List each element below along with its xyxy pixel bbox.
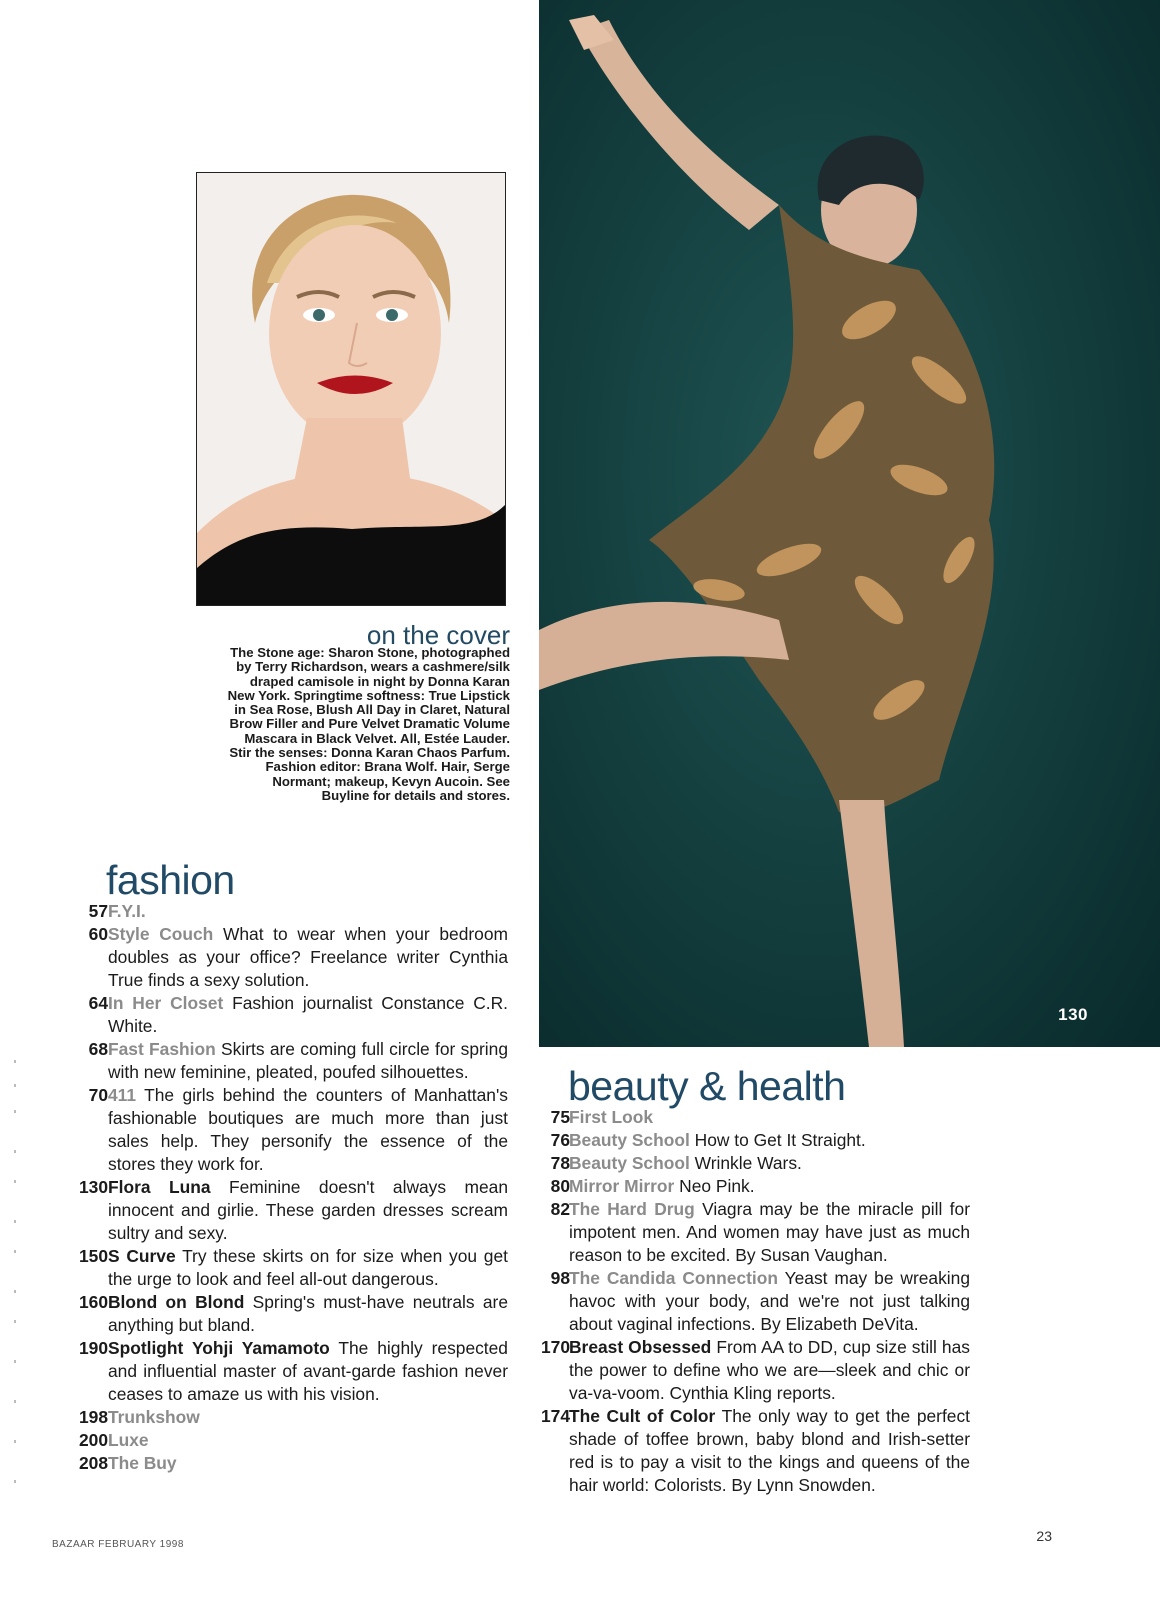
cover-photo xyxy=(196,172,506,606)
toc-entry[interactable] xyxy=(48,1429,508,1452)
toc-title: Spotlight Yohji Yamamoto xyxy=(108,1338,330,1358)
toc-entry[interactable] xyxy=(48,1406,508,1429)
toc-title: Mirror Mirror xyxy=(569,1176,675,1196)
toc-entry[interactable] xyxy=(510,1106,970,1129)
toc-page-number: 150 xyxy=(78,1246,108,1266)
toc-page-number: 170 xyxy=(540,1337,570,1357)
toc-description: The only way to get the perfect shade of toffee brown, baby blond and Irish-setter red is to pay a visit to the kings and queens of the hair world: Colorists. By Lynn Snowden. xyxy=(569,1406,970,1495)
toc-description: Wrinkle Wars. xyxy=(689,1153,802,1173)
toc-entry[interactable] xyxy=(510,1405,970,1497)
toc-page-number: 70 xyxy=(88,1085,108,1105)
toc-description: Spring's must-have neutrals are anything but bland. xyxy=(108,1292,508,1335)
toc-title: The Candida Connection xyxy=(569,1268,778,1288)
cover-caption: The Stone age: Sharon Stone, photographed by Terry Richardson, wears a cashmere/silk draped camisole in night by Donna Karan New York. Springtime softness: True Lipstick in Sea Rose, Blush All Day in Claret, Natural Brow Filler and Pure Velvet Dramatic Volume Mascara in Black Velvet. All, Estée Lauder. Stir the senses: Donna Karan Chaos Parfum. Fashion editor: Brana Wolf. Hair, Serge Normant; makeup, Kevyn Aucoin. See Buyline for details and stores. xyxy=(227,645,510,803)
toc-description: Try these skirts on for size when you get the urge to look and feel all-out dangerous. xyxy=(108,1246,508,1289)
toc-entry[interactable] xyxy=(510,1129,970,1152)
toc-page-number: 57 xyxy=(88,901,108,921)
toc-title: Trunkshow xyxy=(108,1407,200,1427)
toc-title: In Her Closet xyxy=(108,993,224,1013)
toc-page-number: 76 xyxy=(550,1130,570,1150)
toc-page-number: 82 xyxy=(550,1199,570,1219)
toc-page-number: 64 xyxy=(88,993,108,1013)
toc-entry[interactable] xyxy=(48,1038,508,1084)
toc-description: Yeast may be wreaking havoc with your body, and we're not just talking about vaginal infections. By Elizabeth DeVita. xyxy=(569,1268,971,1334)
toc-title: The Buy xyxy=(108,1453,177,1473)
toc-entry[interactable] xyxy=(510,1267,970,1336)
toc-entry[interactable] xyxy=(48,1291,508,1337)
toc-page-number: 78 xyxy=(550,1153,570,1173)
toc-description: From AA to DD, cup size still has the power to define who we are—sleek and chic or va-va-voom. Cynthia Kling reports. xyxy=(569,1337,970,1403)
fashion-heading: fashion xyxy=(106,857,235,903)
toc-page-number: 190 xyxy=(78,1338,108,1358)
beauty-health-list xyxy=(510,1106,970,1497)
fashion-list xyxy=(48,900,508,1475)
toc-description: The girls behind the counters of Manhattan's fashionable boutiques are much more than just sales help. They personify the essence of the stores they work for. xyxy=(108,1085,508,1174)
toc-title: Flora Luna xyxy=(108,1177,211,1197)
toc-page-number: 68 xyxy=(88,1039,108,1059)
toc-description: What to wear when your bedroom doubles as your office? Freelance writer Cynthia True finds a sexy solution. xyxy=(108,924,508,990)
toc-page-number: 198 xyxy=(78,1407,108,1427)
toc-description: Neo Pink. xyxy=(674,1176,755,1196)
toc-description: Viagra may be the miracle pill for impotent men. And women may have just as much reason to be excited. By Susan Vaughan. xyxy=(569,1199,970,1265)
toc-title: Luxe xyxy=(108,1430,149,1450)
toc-title: Style Couch xyxy=(108,924,214,944)
toc-entry[interactable] xyxy=(48,900,508,923)
toc-description: The highly respected and influential master of avant-garde fashion never ceases to amaze us with his vision. xyxy=(108,1338,508,1404)
toc-title: The Hard Drug xyxy=(569,1199,695,1219)
toc-title: Beauty School xyxy=(569,1130,690,1150)
toc-page-number: 200 xyxy=(78,1430,108,1450)
toc-entry[interactable] xyxy=(510,1152,970,1175)
toc-entry[interactable] xyxy=(48,1176,508,1245)
toc-entry[interactable] xyxy=(48,1452,508,1475)
toc-title: Breast Obsessed xyxy=(569,1337,712,1357)
toc-title: First Look xyxy=(569,1107,654,1127)
toc-page-number: 98 xyxy=(550,1268,570,1288)
toc-entry[interactable] xyxy=(510,1336,970,1405)
toc-title: Beauty School xyxy=(569,1153,690,1173)
toc-title: 411 xyxy=(108,1085,137,1105)
folio-page-number: 23 xyxy=(1036,1528,1052,1544)
toc-entry[interactable] xyxy=(510,1198,970,1267)
toc-entry[interactable] xyxy=(48,992,508,1038)
photo-page-number: 130 xyxy=(1058,1005,1088,1024)
toc-title: Blond on Blond xyxy=(108,1292,245,1312)
toc-page-number: 130 xyxy=(78,1177,108,1197)
toc-page-number: 75 xyxy=(550,1107,570,1127)
toc-entry[interactable] xyxy=(48,923,508,992)
toc-page-number: 174 xyxy=(540,1406,570,1426)
toc-page-number: 80 xyxy=(550,1176,570,1196)
toc-page-number: 160 xyxy=(78,1292,108,1312)
toc-entry[interactable] xyxy=(48,1245,508,1291)
toc-entry[interactable] xyxy=(48,1337,508,1406)
toc-entry[interactable] xyxy=(510,1175,970,1198)
toc-description: Skirts are coming full circle for spring with new feminine, pleated, poufed silhouettes. xyxy=(108,1039,508,1082)
toc-title: S Curve xyxy=(108,1246,176,1266)
beauty-health-heading: beauty & health xyxy=(568,1063,846,1109)
toc-title: Fast Fashion xyxy=(108,1039,216,1059)
toc-description: Feminine doesn't always mean innocent and girlie. These garden dresses scream sultry and sexy. xyxy=(108,1177,509,1243)
on-the-cover-heading: on the cover xyxy=(366,620,510,650)
toc-title: The Cult of Color xyxy=(569,1406,716,1426)
issue-footer: BAZAAR FEBRUARY 1998 xyxy=(52,1539,184,1550)
toc-entry[interactable] xyxy=(48,1084,508,1176)
toc-page-number: 208 xyxy=(78,1453,108,1473)
toc-description: How to Get It Straight. xyxy=(689,1130,866,1150)
toc-page-number: 60 xyxy=(88,924,108,944)
toc-description: Fashion journalist Constance C.R. White. xyxy=(108,993,509,1036)
toc-title: F.Y.I. xyxy=(108,901,146,921)
margin-dots xyxy=(12,1060,18,1500)
feature-photo xyxy=(539,0,1160,1047)
